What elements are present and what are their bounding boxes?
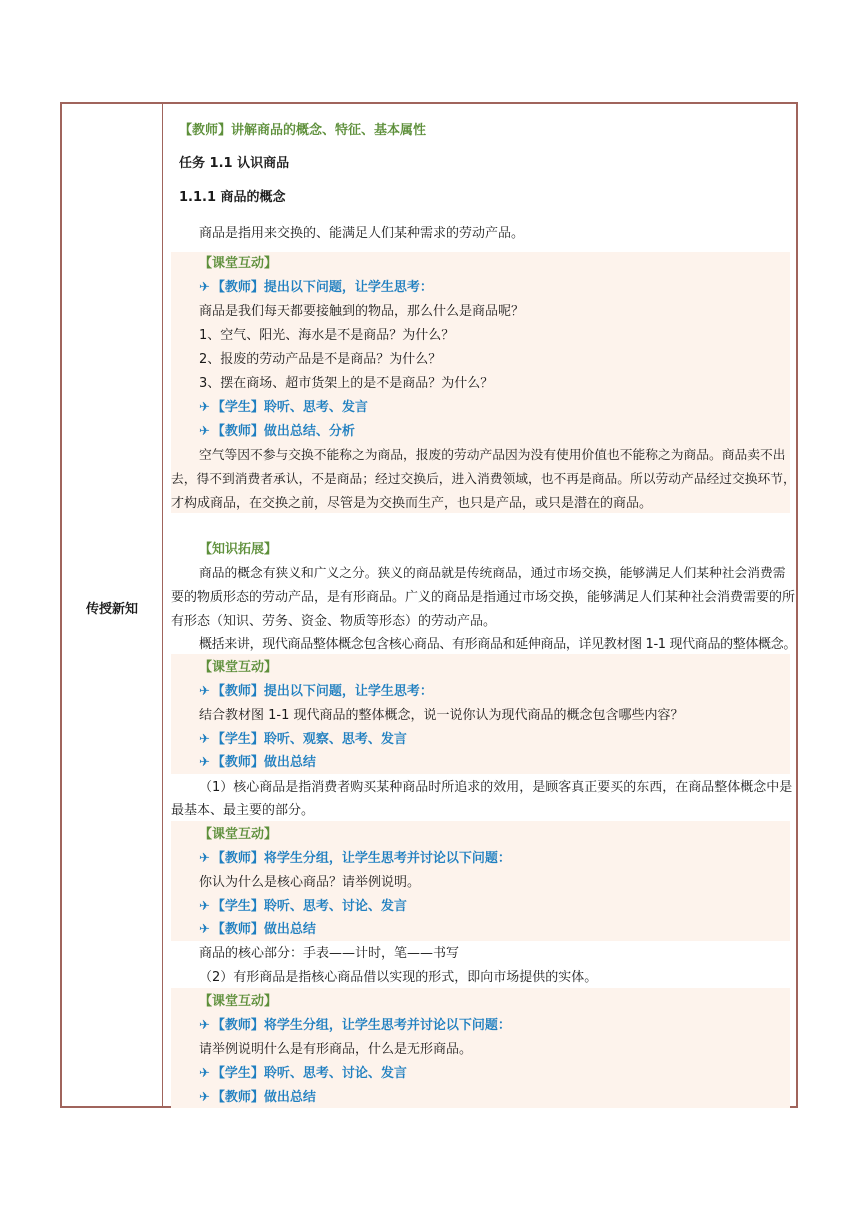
paragraph-line: 商品是我们每天都要接触到的物品，那么什么是商品呢？ bbox=[199, 304, 525, 319]
paragraph-line: （1）核心商品是指消费者购买某种商品时所追求的效用，是顾客真正要买的东西，在商品整体概念中是 bbox=[199, 780, 793, 795]
paragraph-line: 才构成商品，在交换之前，尽管是为交换而生产，也只是产品，或只是潜在的商品。 bbox=[171, 496, 653, 511]
paragraph-line: 结合教材图 1-1 现代商品的整体概念，说一说你认为现代商品的概念包含哪些内容？ bbox=[199, 708, 684, 723]
paragraph-line: （2）有形商品是指核心商品借以实现的形式，即向市场提供的实体。 bbox=[199, 970, 598, 985]
airplane-icon: ✈ bbox=[199, 1090, 210, 1105]
teacher-step: ✈ 【教师】将学生分组，让学生思考并讨论以下问题： bbox=[163, 847, 796, 871]
question-item: 1、空气、阳光、海水是不是商品？为什么？ bbox=[199, 328, 455, 343]
paragraph-line: 请举例说明什么是有形商品，什么是无形商品。 bbox=[199, 1042, 473, 1057]
question-item: 2、报废的劳动产品是不是商品？为什么？ bbox=[199, 352, 442, 367]
student-step: ✈ 【学生】聆听、思考、讨论、发言 bbox=[163, 895, 796, 919]
airplane-icon: ✈ bbox=[199, 1066, 210, 1081]
interaction-heading: 【课堂互动】 bbox=[199, 256, 278, 271]
paragraph-line: 商品的概念有狭义和广义之分。狭义的商品就是传统商品，通过市场交换，能够满足人们某种社会消费需 bbox=[199, 566, 786, 581]
student-step: ✈ 【学生】聆听、思考、发言 bbox=[163, 396, 796, 420]
question-item: 3、摆在商场、超市货架上的是不是商品？为什么？ bbox=[199, 376, 494, 391]
airplane-icon: ✈ bbox=[199, 400, 210, 415]
paragraph-line: 商品的核心部分：手表——计时，笔——书写 bbox=[199, 946, 460, 961]
interaction-heading: 【课堂互动】 bbox=[199, 660, 278, 675]
airplane-icon: ✈ bbox=[199, 280, 210, 295]
lesson-table bbox=[60, 102, 798, 1108]
airplane-icon: ✈ bbox=[199, 851, 210, 866]
content-column bbox=[163, 104, 796, 1106]
airplane-icon: ✈ bbox=[199, 922, 210, 937]
knowledge-heading: 【知识拓展】 bbox=[199, 542, 278, 557]
paragraph-line: 空气等因不参与交换不能称之为商品，报废的劳动产品因为没有使用价值也不能称之为商品。商品卖不出 bbox=[199, 448, 786, 463]
paragraph-line: 概括来讲，现代商品整体概念包含核心商品、有形商品和延伸商品，详见教材图 1-1 现代商品的整体概念。 bbox=[199, 637, 796, 652]
airplane-icon: ✈ bbox=[199, 1018, 210, 1033]
airplane-icon: ✈ bbox=[199, 424, 210, 439]
airplane-icon: ✈ bbox=[199, 755, 210, 770]
teacher-step: ✈ 【教师】提出以下问题，让学生思考： bbox=[163, 680, 796, 704]
student-step: ✈ 【学生】聆听、思考、讨论、发言 bbox=[163, 1062, 796, 1086]
paragraph-line: 最基本、最主要的部分。 bbox=[171, 803, 315, 818]
teacher-step: ✈ 【教师】做出总结 bbox=[163, 918, 796, 942]
paragraph-line: 去，得不到消费者承认，不是商品；经过交换后，进入消费领域，也不再是商品。所以劳动产品经过交换环节， bbox=[171, 472, 796, 487]
airplane-icon: ✈ bbox=[199, 732, 210, 747]
teacher-step: ✈ 【教师】做出总结 bbox=[163, 1086, 796, 1110]
teacher-heading: 【教师】讲解商品的概念、特征、基本属性 bbox=[179, 123, 427, 138]
paragraph-line: 你认为什么是核心商品？请举例说明。 bbox=[199, 875, 421, 890]
interaction-heading: 【课堂互动】 bbox=[199, 827, 278, 842]
student-step: ✈ 【学生】聆听、观察、思考、发言 bbox=[163, 728, 796, 752]
paragraph-line: 有形态（知识、劳务、资金、物质等形态）的劳动产品。 bbox=[171, 614, 497, 629]
airplane-icon: ✈ bbox=[199, 899, 210, 914]
section-label: 传授新知 bbox=[85, 602, 138, 617]
teacher-step: ✈ 【教师】提出以下问题，让学生思考： bbox=[163, 276, 796, 300]
task-title: 任务 1.1 认识商品 bbox=[179, 156, 290, 171]
paragraph-line: 商品是指用来交换的、能满足人们某种需求的劳动产品。 bbox=[199, 226, 525, 241]
teacher-step: ✈ 【教师】将学生分组，让学生思考并讨论以下问题： bbox=[163, 1014, 796, 1038]
section-column bbox=[62, 104, 163, 1106]
teacher-step: ✈ 【教师】做出总结 bbox=[163, 751, 796, 775]
subsection-title: 1.1.1 商品的概念 bbox=[179, 190, 286, 205]
interaction-heading: 【课堂互动】 bbox=[199, 994, 278, 1009]
airplane-icon: ✈ bbox=[199, 684, 210, 699]
teacher-step: ✈ 【教师】做出总结、分析 bbox=[163, 420, 796, 444]
paragraph-line: 要的物质形态的劳动产品，是有形商品。广义的商品是指通过市场交换，能够满足人们某种社会消费需要的所 bbox=[171, 590, 796, 605]
